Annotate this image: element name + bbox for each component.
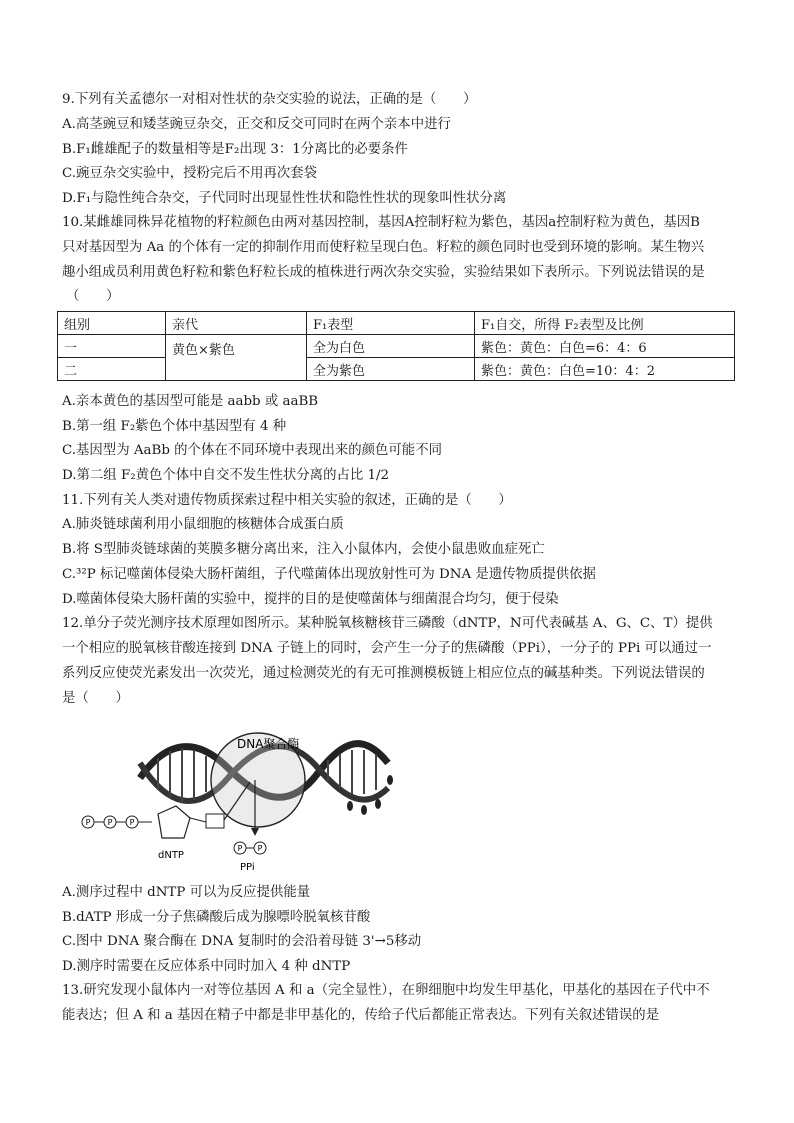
q12-stem-line4: 是（ ） [62, 691, 129, 706]
q10-option-b: B.第一组 F₂紫色个体中基因型有 4 种 [62, 419, 287, 434]
q9-stem: 9.下列有关孟德尔一对相对性状的杂交实验的说法，正确的是（ ） [62, 92, 477, 107]
q12-option-c: C.图中 DNA 聚合酶在 DNA 复制时的会沿着母链 3'→5移动 [62, 934, 422, 949]
q10-option-d: D.第二组 F₂黄色个体中自交不发生性状分离的占比 1/2 [62, 468, 390, 483]
q12-option-a: A.测序过程中 dNTP 可以为反应提供能量 [62, 885, 311, 900]
q12-option-b: B.dATP 形成一分子焦磷酸后成为腺嘌呤脱氧核苷酸 [62, 910, 371, 925]
q11-option-d: D.噬菌体侵染大肠杆菌的实验中，搅拌的目的是使噬菌体与细菌混合均匀，便于侵染 [62, 592, 559, 607]
cell-f2: 紫色：黄色：白色=6：4：6 [475, 335, 735, 358]
dntp-phosphates [82, 816, 152, 828]
cell-group: 二 [58, 358, 166, 381]
q10-stem-line4: （ ） [66, 289, 120, 304]
q12-option-d: D.测序时需要在反应体系中同时加入 4 种 dNTP [62, 959, 351, 974]
q9-option-a: A.高茎豌豆和矮茎豌豆杂交，正交和反交可同时在两个亲本中进行 [62, 117, 451, 132]
table-row [58, 358, 735, 381]
q11-option-b: B.将 S型肺炎链球菌的荚膜多糖分离出来，注入小鼠体内，会使小鼠患败血症死亡 [62, 542, 545, 557]
q10-stem-line2: 只对基因型为 Aa 的个体有一定的抑制作用而使籽粒呈现白色。籽粒的颜色同时也受到环境的影响。某生物兴 [62, 240, 705, 255]
q13-stem-line2: 能表达；但 A 和 a 基因在精子中都是非甲基化的，传给子代后都能正常表达。下列有关叙述错误的是 [62, 1008, 660, 1023]
q11-stem: 11.下列有关人类对遗传物质探索过程中相关实验的叙述，正确的是（ ） [62, 493, 512, 508]
header-f2: F₁自交，所得 F₂表型及比例 [475, 312, 735, 335]
q10-stem-line3: 趣小组成员利用黄色籽粒和紫色籽粒长成的植株进行两次杂交实验，实验结果如下表所示。下列说法错误的是 [62, 265, 705, 280]
cell-f1: 全为紫色 [307, 358, 475, 381]
cell-f1: 全为白色 [307, 335, 475, 358]
enzyme-label: DNA聚合酶 [237, 737, 300, 751]
cell-f2: 紫色：黄色：白色=10：4：2 [475, 358, 735, 381]
q11-option-c: C.³²P 标记噬菌体侵染大肠杆菌组，子代噬菌体出现放射性可为 DNA 是遗传物质提供依据 [62, 567, 596, 582]
deoxyribose-icon [158, 806, 190, 838]
svg-text:P: P [85, 818, 91, 827]
header-group: 组别 [58, 312, 166, 335]
q10-option-c: C.基因型为 AaBb 的个体在不同环境中表现出来的颜色可能不同 [62, 443, 442, 458]
q12-stem-line3: 系列反应使荧光素发出一次荧光，通过检测荧光的有无可推测模板链上相应位点的碱基种类。下列说法错误的 [62, 666, 705, 681]
q9-option-c: C.豌豆杂交实验中，授粉完后不用再次套袋 [62, 166, 318, 181]
svg-text:P: P [107, 818, 113, 827]
q12-stem-line1: 12.单分子荧光测序技术原理如图所示。某种脱氧核糖核苷三磷酸（dNTP，N可代表碱基 A、G、C、T）提供 [62, 616, 713, 631]
dna-sequencing-figure [78, 718, 398, 878]
q12-stem-line2: 一个相应的脱氧核苷酸连接到 DNA 子链上的同时，会产生一分子的焦磷酸（PPi），一分子的 PPi 可以通过一 [62, 641, 712, 656]
ppi-phosphates [234, 842, 266, 854]
cell-parent: 黄色×紫色 [166, 335, 307, 381]
q9-option-d: D.F₁与隐性纯合杂交，子代同时出现显性性状和隐性性状的现象叫性状分离 [62, 191, 507, 206]
table-header-row [58, 312, 735, 335]
base-link [190, 818, 206, 822]
arrow-head-icon [251, 828, 259, 836]
cell-group: 一 [58, 335, 166, 358]
q11-option-a: A.肺炎链球菌利用小鼠细胞的核糖体合成蛋白质 [62, 517, 344, 532]
q10-results-table [57, 311, 735, 381]
dntp-label: dNTP [158, 850, 184, 861]
q9-option-b: B.F₁雌雄配子的数量相等是F₂出现 3：1分离比的必要条件 [62, 142, 408, 157]
ppi-label: PPi [240, 862, 255, 873]
q10-option-a: A.亲本黄色的基因型可能是 aabb 或 aaBB [62, 394, 319, 409]
q10-stem-line1: 10.某雌雄同株异花植物的籽粒颜色由两对基因控制，基因A控制籽粒为紫色，基因a控制籽粒为黄色，基因B [62, 215, 700, 230]
svg-text:P: P [237, 844, 243, 853]
base-icon [206, 814, 224, 828]
header-f1: F₁表型 [307, 312, 475, 335]
svg-text:P: P [129, 818, 135, 827]
table-row [58, 335, 735, 358]
svg-text:P: P [257, 844, 263, 853]
q13-stem-line1: 13.研究发现小鼠体内一对等位基因 A 和 a（完全显性），在卵细胞中均发生甲基化，甲基化的基因在子代中不 [62, 983, 710, 998]
header-parent: 亲代 [166, 312, 307, 335]
